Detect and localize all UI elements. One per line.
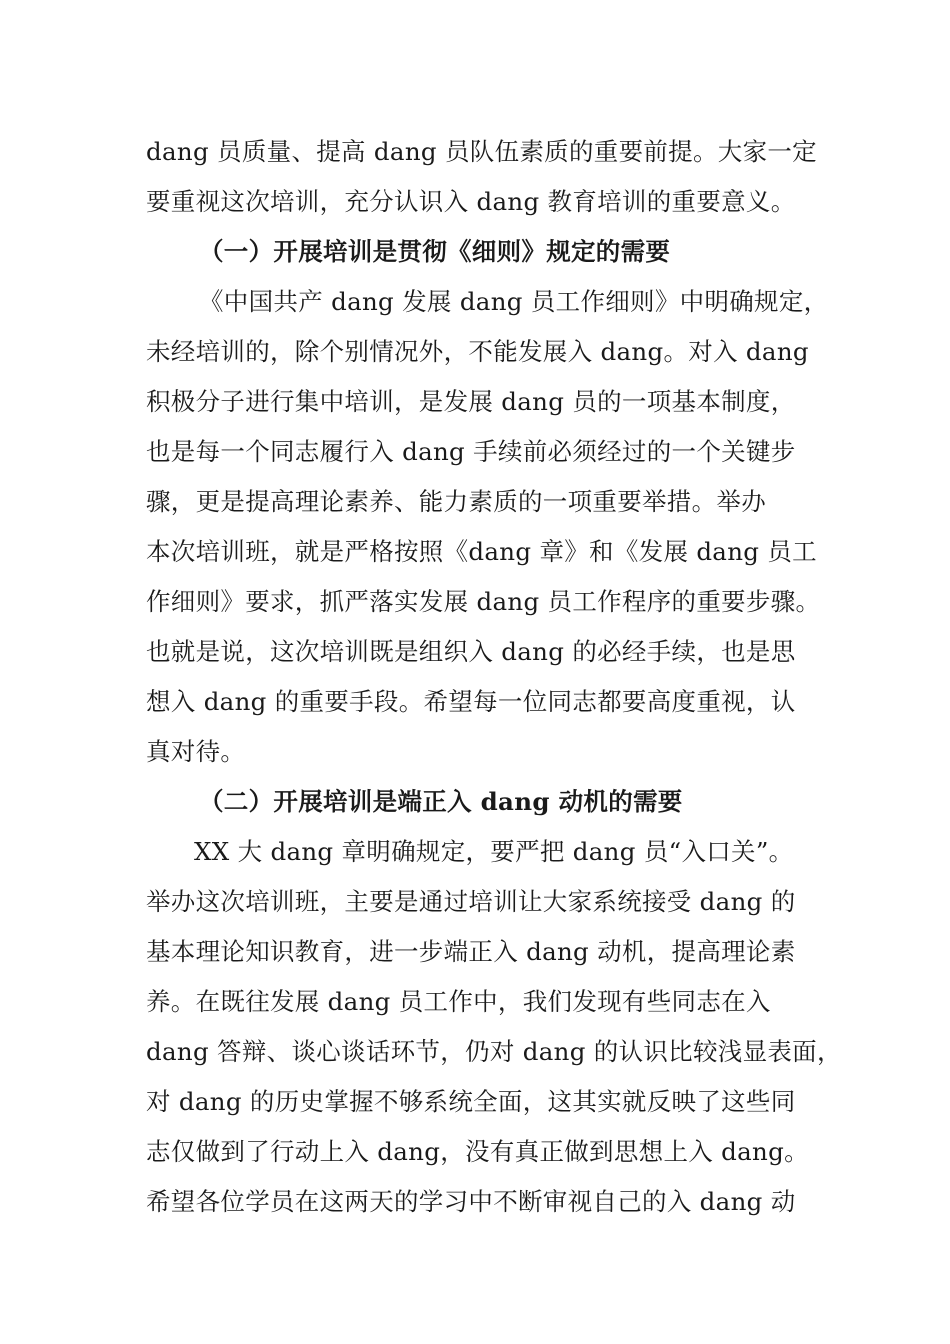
paragraph-line: 《中国共产 dang 发展 dang 员工作细则》中明确规定， bbox=[199, 287, 829, 316]
paragraph-line: 本次培训班，就是严格按照《dang 章》和《发展 dang 员工 bbox=[146, 537, 817, 566]
section-heading-1: （一）开展培训是贯彻《细则》规定的需要 bbox=[199, 237, 671, 266]
paragraph-line: 对 dang 的历史掌握不够系统全面，这其实就反映了这些同 bbox=[146, 1087, 796, 1116]
paragraph-line: dang 员质量、提高 dang 员队伍素质的重要前提。大家一定 bbox=[146, 137, 817, 166]
paragraph-line: dang 答辩、谈心谈话环节，仍对 dang 的认识比较浅显表面， bbox=[146, 1037, 842, 1066]
paragraph-line: 想入 dang 的重要手段。希望每一位同志都要高度重视，认 bbox=[146, 687, 796, 716]
paragraph-line: 希望各位学员在这两天的学习中不断审视自己的入 dang 动 bbox=[146, 1187, 796, 1216]
paragraph-line: XX 大 dang 章明确规定，要严把 dang 员“入口关”。 bbox=[194, 837, 794, 866]
paragraph-line: 作细则》要求，抓严落实发展 dang 员工作程序的重要步骤。 bbox=[146, 587, 821, 616]
section-heading-2: （二）开展培训是端正入 dang 动机的需要 bbox=[199, 787, 683, 816]
paragraph-line: 真对待。 bbox=[146, 737, 246, 766]
paragraph-line: 骤，更是提高理论素养、能力素质的一项重要举措。举办 bbox=[146, 487, 766, 516]
paragraph-line: 要重视这次培训，充分认识入 dang 教育培训的重要意义。 bbox=[146, 187, 796, 216]
paragraph-line: 举办这次培训班，主要是通过培训让大家系统接受 dang 的 bbox=[146, 887, 796, 916]
paragraph-line: 未经培训的，除个别情况外，不能发展入 dang。对入 dang bbox=[146, 337, 809, 366]
paragraph-line: 也是每一个同志履行入 dang 手续前必须经过的一个关键步 bbox=[146, 437, 796, 466]
paragraph-line: 基本理论知识教育，进一步端正入 dang 动机，提高理论素 bbox=[146, 937, 796, 966]
paragraph-line: 志仅做到了行动上入 dang，没有真正做到思想上入 dang。 bbox=[146, 1137, 809, 1166]
paragraph-line: 也就是说，这次培训既是组织入 dang 的必经手续，也是思 bbox=[146, 637, 796, 666]
paragraph-line: 养。在既往发展 dang 员工作中，我们发现有些同志在入 bbox=[146, 987, 771, 1016]
paragraph-line: 积极分子进行集中培训，是发展 dang 员的一项基本制度， bbox=[146, 387, 796, 416]
